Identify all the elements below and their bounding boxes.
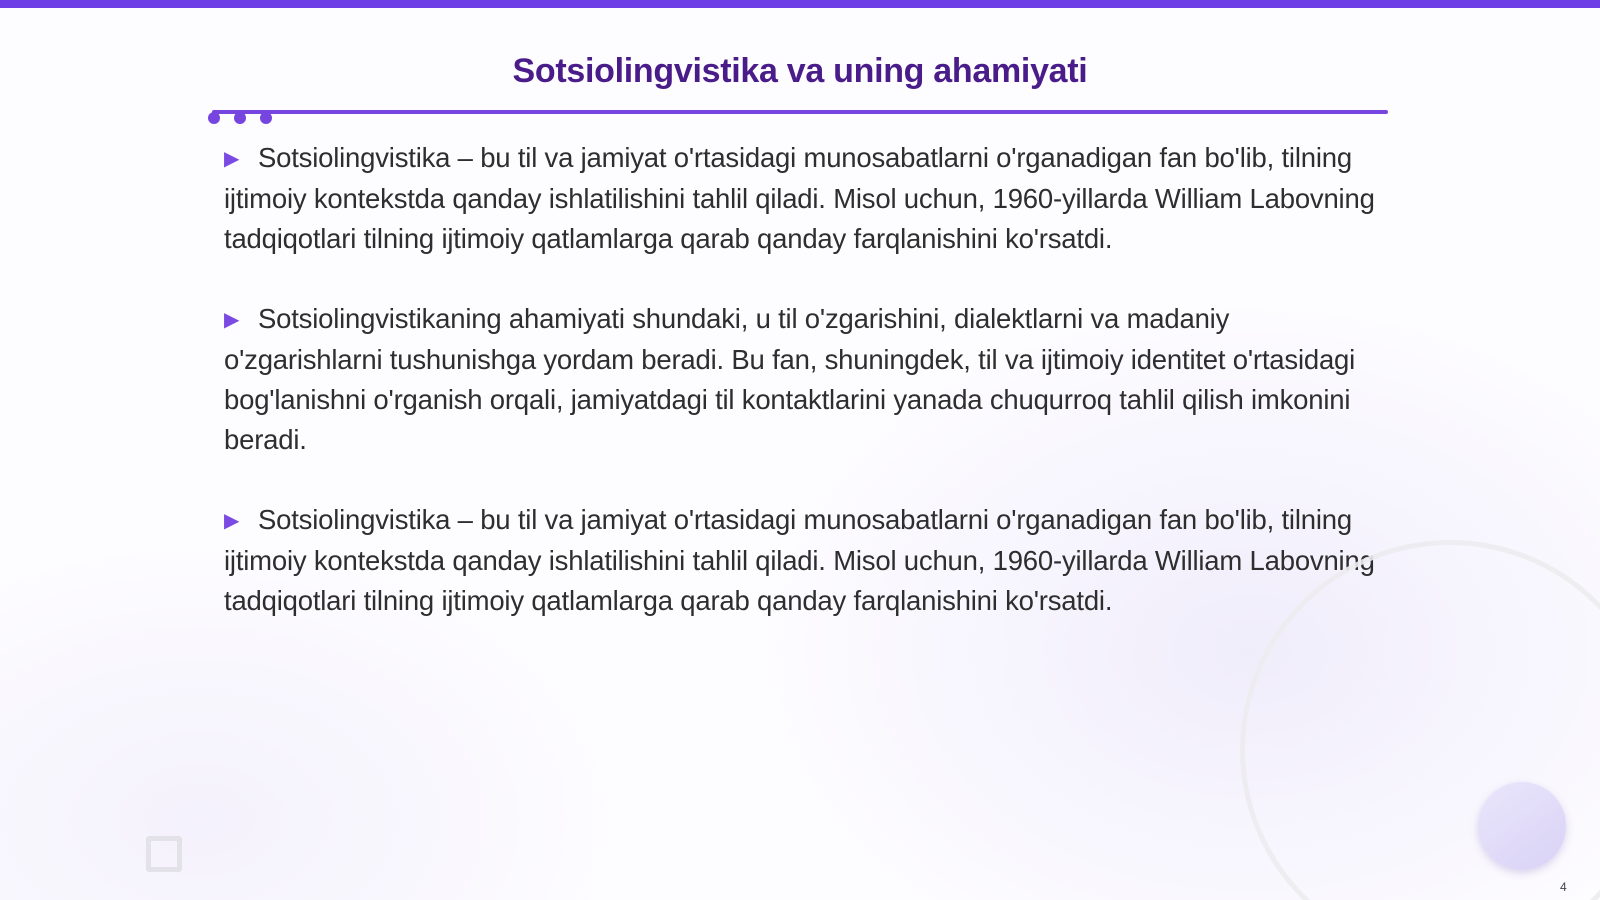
circle-decoration xyxy=(1478,782,1566,870)
slide-title: Sotsiolingvistika va uning ahamiyati xyxy=(512,52,1088,90)
square-decoration xyxy=(146,836,182,872)
triangle-bullet-icon: ▶ xyxy=(224,510,240,532)
paragraph-text: Sotsiolingvistika – bu til va jamiyat o'rtasidagi munosabatlarni o'rganadigan fan bo'lib, tilning ijtimoiy kontekstda qanday ishlatilishini tahlil qiladi. Misol uchun, 1960-yillarda William Labovning tadqiqotlari tilning ijtimoiy qatlamlarga qarab qanday farqlanishini ko'rsatdi. xyxy=(224,142,1375,254)
paragraph-text: Sotsiolingvistikaning ahamiyati shundaki, u til o'zgarishini, dialektlarni va madaniy o'zgarishlarni tushunishga yordam beradi. Bu fan, shuningdek, til va ijtimoiy identitet o'rtasidagi bog'lanishni o'rganish orqali, jamiyatdagi til kontaktlarini yanada chuqurroq tahlil qilish imkonini beradi. xyxy=(224,303,1356,455)
underline-dot xyxy=(234,112,246,124)
top-accent-bar xyxy=(0,0,1600,8)
underline-dot xyxy=(260,112,272,124)
paragraph xyxy=(224,138,1392,259)
content-body xyxy=(224,138,1392,661)
triangle-bullet-icon: ▶ xyxy=(224,309,240,331)
underline-dot xyxy=(208,112,220,124)
paragraph-text: Sotsiolingvistika – bu til va jamiyat o'rtasidagi munosabatlarni o'rganadigan fan bo'lib, tilning ijtimoiy kontekstda qanday ishlatilishini tahlil qiladi. Misol uchun, 1960-yillarda William Labovning tadqiqotlari tilning ijtimoiy qatlamlarga qarab qanday farqlanishini ko'rsatdi. xyxy=(224,504,1375,616)
paragraph xyxy=(224,500,1392,621)
title-underline xyxy=(212,110,1388,114)
page-number: 4 xyxy=(1560,880,1567,894)
paragraph xyxy=(224,299,1392,460)
triangle-bullet-icon: ▶ xyxy=(224,148,240,170)
